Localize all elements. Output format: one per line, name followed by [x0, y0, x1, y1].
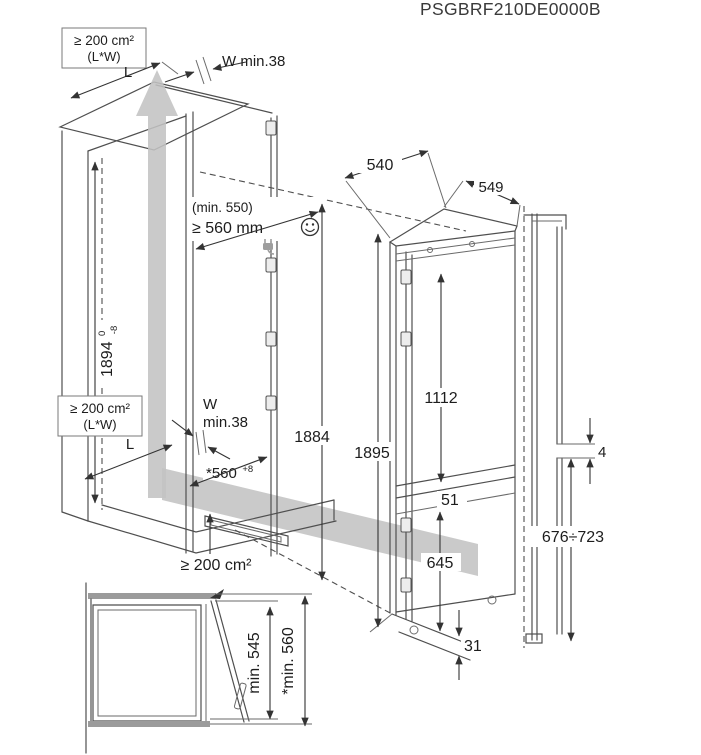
side-gap-value: 4 — [598, 444, 607, 461]
niche-depth-value: ≥ 560 mm — [192, 220, 264, 237]
lower-door-value: 645 — [426, 555, 454, 572]
niche-height-tol-hi: 0 — [97, 330, 108, 336]
hinge-icon — [401, 332, 411, 346]
vent-area-sublabel: (L*W) — [83, 417, 117, 432]
wall-spacer-label-w: W — [203, 396, 218, 413]
hinge-icon — [401, 518, 411, 532]
length-label: L — [123, 64, 133, 81]
width-value: 540 — [366, 157, 394, 174]
length-label: L — [125, 436, 135, 453]
upper-door-value: 1112 — [424, 390, 458, 407]
hinge-icon — [401, 578, 411, 592]
plan-depth-min-value: min. 545 — [246, 632, 263, 694]
hinge-icon — [266, 258, 276, 272]
depth-value: 549 — [478, 179, 504, 196]
vent-area-sublabel: (L*W) — [87, 49, 121, 64]
wall-spacer-label-min: min.38 — [203, 414, 249, 431]
handle-range-value: 676÷723 — [541, 529, 605, 546]
hinge-icon — [266, 332, 276, 346]
vent-area-label: ≥ 200 cm² — [180, 557, 252, 574]
depth-tolerance: +8 — [242, 464, 254, 475]
plan-counter-bottom — [88, 721, 210, 727]
niche-height-tol-lo: -8 — [109, 325, 120, 335]
depth-number: *560 — [206, 465, 237, 482]
hinge-icon — [266, 396, 276, 410]
plan-counter-top — [88, 593, 216, 599]
vent-area-label: ≥ 200 cm² — [70, 401, 130, 416]
appliance-height-value: 1895 — [354, 445, 390, 462]
niche-depth-note: (min. 550) — [192, 200, 253, 215]
vent-area-label: ≥ 200 cm² — [74, 33, 134, 48]
wall-spacer-label: W min.38 — [222, 53, 286, 70]
top-vent-callout — [62, 28, 146, 68]
door-gap-value: 51 — [441, 492, 459, 509]
door-gap-dimension — [437, 491, 467, 509]
bottom-clearance-value: 31 — [464, 638, 482, 655]
model-title: PSGBRF210DE0000B — [420, 0, 601, 19]
hinge-icon — [266, 121, 276, 135]
plan-depth-star-value: *min. 560 — [280, 627, 297, 695]
hinge-icon — [401, 270, 411, 284]
niche-height-number: 1894 — [99, 341, 116, 377]
door-height-value: 1884 — [294, 429, 330, 446]
mid-vent-callout — [58, 396, 142, 436]
